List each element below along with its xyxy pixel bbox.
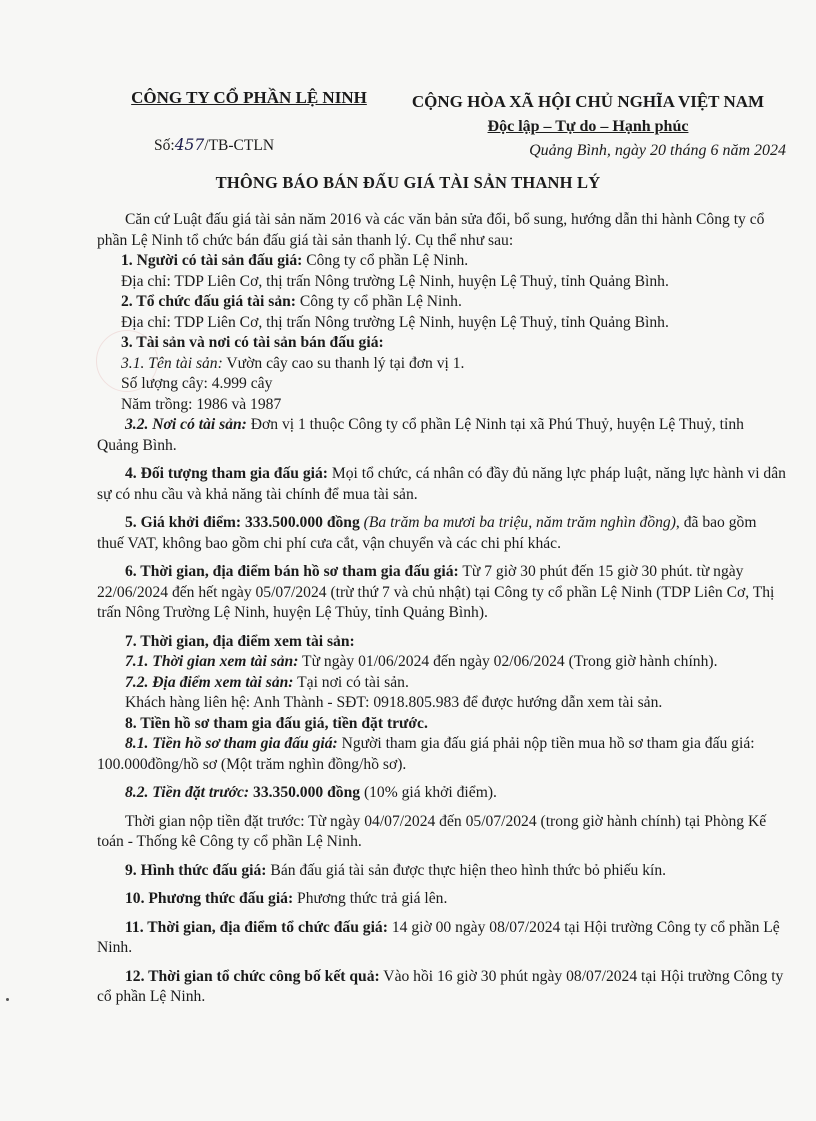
section-2-address: Địa chỉ: TDP Liên Cơ, thị trấn Nông trường Lệ Ninh, huyện Lệ Thuỷ, tỉnh Quảng Bình. — [121, 313, 669, 331]
motto: Độc lập – Tự do – Hạnh phúc — [487, 118, 689, 135]
section-8-1-heading: 8.1. Tiền hồ sơ tham gia đấu giá: — [125, 735, 338, 752]
section-5-words: (Ba trăm ba mươi ba triệu, năm trăm nghìn đồng) — [359, 514, 676, 531]
section-3-heading — [97, 333, 787, 354]
section-12 — [97, 967, 787, 1008]
deposit-payment-time: Thời gian nộp tiền đặt trước: Từ ngày 04/07/2024 đến 05/07/2024 (trong giờ hành chính) tại Phòng Kế toán - Thống kê Công ty cổ phần Lệ Ninh. — [97, 812, 767, 850]
section-3-2 — [97, 415, 787, 456]
section-6-text: Từ 7 giờ 30 phút đến 15 giờ 30 phút. từ ngày 22/06/2024 đến hết ngày 05/07/2024 (trừ thứ 7 và chủ nhật) tại Công ty cổ phần Lệ Ninh (TDP Liên Cơ, Thị trấn Nông Trường Lệ Ninh, huyện Lệ Thủy, tỉnh Quảng Bình). — [97, 563, 775, 621]
section-12-heading: 12. Thời gian tổ chức công bố kết quả: — [125, 967, 380, 985]
section-11-text: 14 giờ 00 ngày 08/07/2024 tại Hội trường Công ty cổ phần Lệ Ninh. — [97, 918, 780, 956]
section-5-text: , đã bao gồm thuế VAT, không bao gồm chi phí cưa cắt, vận chuyển và các chi phí khác. — [97, 514, 757, 552]
section-3-title: 3. Tài sản và nơi có tài sản bán đấu giá: — [121, 334, 384, 351]
section-3-1-text: Vườn cây cao su thanh lý tại đơn vị 1. — [222, 354, 465, 372]
section-9 — [97, 861, 787, 882]
section-5-heading: 5. Giá khởi điểm: 333.500.000 đồng — [125, 514, 360, 531]
section-2-heading: 2. Tổ chức đấu giá tài sản: — [121, 293, 296, 310]
section-11 — [97, 918, 787, 959]
header-left — [104, 88, 394, 108]
nation-title: CỘNG HÒA XÃ HỘI CHỦ NGHĨA VIỆT NAM — [411, 92, 765, 111]
section-1-heading: 1. Người có tài sản đấu giá: — [121, 252, 303, 269]
section-8-2 — [97, 783, 787, 804]
section-11-heading: 11. Thời gian, địa điểm tổ chức đấu giá: — [125, 918, 388, 936]
section-7-1-heading: 7.1. Thời gian xem tài sản: — [125, 653, 299, 670]
section-3-1 — [97, 354, 787, 375]
place-date: Quảng Bình, ngày 20 tháng 6 năm 2024 — [529, 142, 786, 159]
section-9-heading: 9. Hình thức đấu giá: — [125, 861, 267, 879]
section-2 — [97, 292, 787, 313]
section-9-text: Bán đấu giá tài sản được thực hiện theo hình thức bỏ phiếu kín. — [266, 861, 667, 879]
planting-year: Năm trồng: 1986 và 1987 — [121, 395, 282, 413]
company-name: CÔNG TY CỔ PHẦN LỆ NINH — [131, 88, 367, 107]
section-1-text: Công ty cổ phần Lệ Ninh. — [302, 252, 469, 269]
section-1 — [97, 251, 787, 272]
tree-quantity: Số lượng cây: 4.999 cây — [121, 375, 273, 392]
section-8-1-text: Người tham gia đấu giá phải nộp tiền mua hồ sơ tham gia đấu giá: 100.000đồng/hồ sơ (Một trăm nghìn đồng/hồ sơ). — [97, 735, 755, 773]
doc-no-prefix: Số: — [154, 137, 175, 154]
section-1-address: Địa chỉ: TDP Liên Cơ, thị trấn Nông trường Lệ Ninh, huyện Lệ Thuỷ, tỉnh Quảng Bình. — [121, 272, 669, 290]
section-8-2-text: (10% giá khởi điểm). — [360, 784, 497, 801]
header-right — [388, 92, 788, 136]
section-7-1-text: Từ ngày 01/06/2024 đến ngày 02/06/2024 (Trong giờ hành chính). — [298, 653, 718, 670]
section-3-2-heading: 3.2. Nơi có tài sản: — [125, 416, 247, 433]
section-8-1 — [97, 734, 787, 775]
section-10-heading: 10. Phương thức đấu giá: — [125, 890, 294, 907]
section-2-text: Công ty cổ phần Lệ Ninh. — [296, 293, 462, 310]
section-8-2-heading: 8.2. Tiền đặt trước: — [125, 784, 250, 801]
section-7-2-text: Tại nơi có tài sản. — [293, 673, 409, 691]
page-title: THÔNG BÁO BÁN ĐẤU GIÁ TÀI SẢN THANH LÝ — [215, 173, 601, 192]
doc-no-handwritten: 457 — [174, 136, 205, 154]
section-4-heading: 4. Đối tượng tham gia đấu giá: — [125, 465, 328, 482]
section-3-1-heading: 3.1. Tên tài sản: — [121, 354, 223, 372]
section-10 — [97, 889, 787, 910]
scan-speck — [6, 998, 9, 1001]
document-number — [154, 136, 274, 155]
section-6 — [97, 562, 787, 624]
section-6-heading: 6. Thời gian, địa điểm bán hồ sơ tham gia đấu giá: — [125, 563, 459, 580]
section-8-title: 8. Tiền hồ sơ tham gia đấu giá, tiền đặt trước. — [125, 714, 428, 732]
document-body — [97, 210, 787, 1008]
section-4 — [97, 464, 787, 505]
section-10-text: Phương thức trả giá lên. — [293, 890, 448, 907]
section-7-title: 7. Thời gian, địa điểm xem tài sản: — [125, 632, 355, 650]
intro-paragraph: Căn cứ Luật đấu giá tài sản năm 2016 và các văn bản sửa đổi, bổ sung, hướng dẫn thi hành Công ty cổ phần Lệ Ninh tổ chức bán đấu giá tài sản thanh lý. Cụ thể như sau: — [97, 211, 765, 249]
section-5 — [97, 513, 787, 554]
doc-no-suffix: /TB-CTLN — [204, 137, 275, 154]
section-3-2-text: Đơn vị 1 thuộc Công ty cổ phần Lệ Ninh tại xã Phú Thuỷ, huyện Lệ Thuỷ, tỉnh Quảng Bình. — [97, 416, 744, 454]
section-4-text: Mọi tổ chức, cá nhân có đầy đủ năng lực pháp luật, năng lực hành vi dân sự có nhu cầu và khả năng tài chính để mua tài sản. — [97, 465, 786, 503]
section-7-2 — [97, 673, 787, 694]
section-8-2-amount: 33.350.000 đồng — [249, 784, 361, 801]
section-7-2-heading: 7.2. Địa điểm xem tài sản: — [125, 673, 294, 691]
section-12-text: Vào hồi 16 giờ 30 phút ngày 08/07/2024 tại Hội trường Công ty cổ phần Lệ Ninh. — [97, 967, 784, 1005]
section-8-heading — [97, 714, 787, 735]
section-7-1 — [97, 652, 787, 673]
contact-info: Khách hàng liên hệ: Anh Thành - SĐT: 0918.805.983 để được hướng dẫn xem tài sản. — [125, 694, 663, 711]
section-7-heading — [97, 632, 787, 653]
